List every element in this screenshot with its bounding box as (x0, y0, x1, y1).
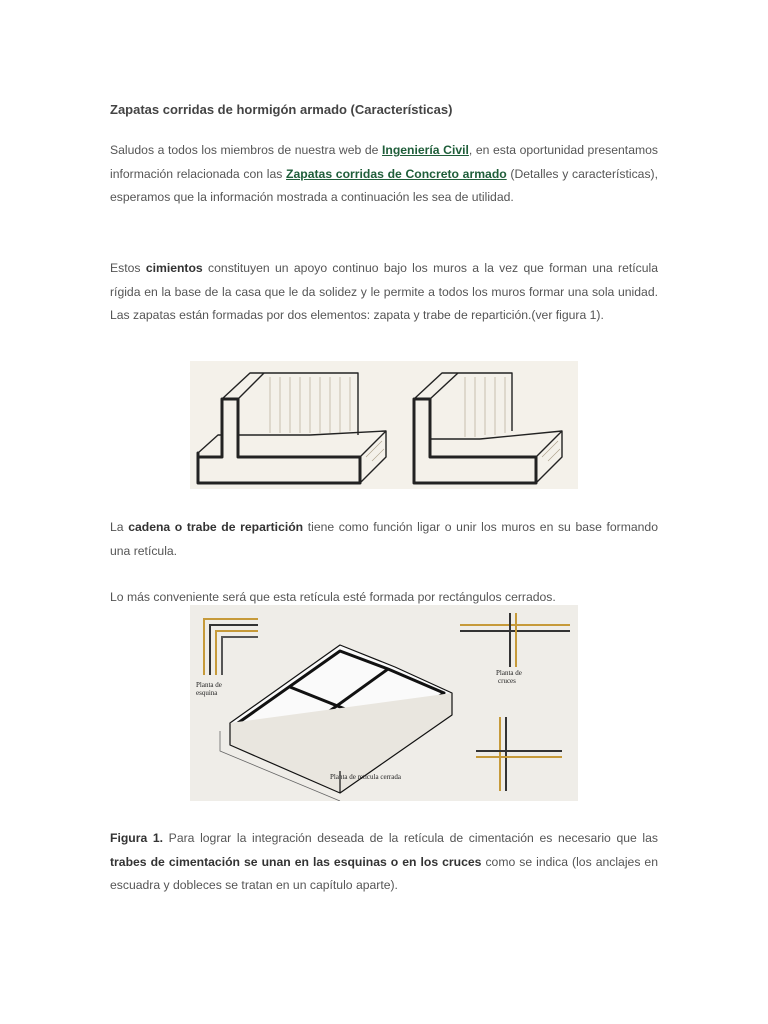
cimientos-paragraph (110, 257, 658, 328)
intro-text-1: Saludos a todos los miembros de nuestra web de (110, 143, 382, 157)
cross-rebar-detail-2 (476, 717, 562, 791)
figura-text-2: como se indica (los anclajes en escuadra y dobleces se tratan en un capítulo aparte). (110, 854, 658, 892)
cimientos-text-2: constituyen un apoyo continuo bajo los muros a la vez que forman una retícula rígida en la base de la casa que le da solidez y le permite a todos los muros formar una sola unidad. Las zapatas están formadas por dos elementos: zapata y trabe de repartición.(ver figura 1). (110, 261, 658, 322)
cadena-bold: cadena o trabe de repartición (128, 520, 304, 534)
intro-text-2: , en esta oportunidad presentamos información relacionada con las (110, 143, 658, 181)
cross-label-line2: cruces (498, 677, 516, 685)
cimientos-text-1: Estos (110, 261, 146, 275)
grid-label: Planta de retícula cerrada (330, 773, 401, 781)
corner-label-line2: esquina (196, 689, 218, 697)
l-footing-shape (414, 373, 562, 483)
intro-paragraph (110, 139, 658, 210)
link-ingenieria-civil[interactable]: Ingeniería Civil (382, 143, 469, 157)
page-title: Zapatas corridas de hormigón armado (Características) (110, 102, 453, 117)
cadena-paragraph (110, 516, 658, 563)
t-footing-shape (198, 373, 386, 483)
reticula-text: Lo más conveniente será que esta retícula esté formada por rectángulos cerrados. (110, 590, 556, 604)
figura-label: Figura 1. (110, 831, 164, 845)
figura-bold: trabes de cimentación se unan en las esquinas o en los cruces (110, 854, 482, 869)
figura-caption-paragraph (110, 827, 658, 898)
intro-text-3: (Detalles y características), esperamos que la información mostrada a continuación les sea de utilidad. (110, 166, 658, 204)
cadena-text-1: La (110, 520, 129, 534)
figura-text-1: Para lograr la integración deseada de la retícula de cimentación es necesario que las (163, 831, 658, 845)
grid-footing-figure (190, 605, 578, 801)
link-zapatas-corridas[interactable]: Zapatas corridas de Concreto armado (286, 166, 507, 181)
corner-rebar-detail (204, 619, 258, 675)
footing-sections-drawing (190, 361, 578, 489)
grid-footing-drawing (190, 605, 578, 801)
cimientos-bold: cimientos (145, 261, 203, 275)
t-footing-hatching (270, 377, 384, 461)
cadena-text-2: tiene como función ligar o unir los muros en su base formando una retícula. (110, 520, 658, 558)
cross-label-line1: Planta de (496, 669, 522, 677)
cross-rebar-detail (460, 613, 570, 667)
footing-sections-figure (190, 361, 578, 489)
corner-label-line1: Planta de (196, 681, 222, 689)
